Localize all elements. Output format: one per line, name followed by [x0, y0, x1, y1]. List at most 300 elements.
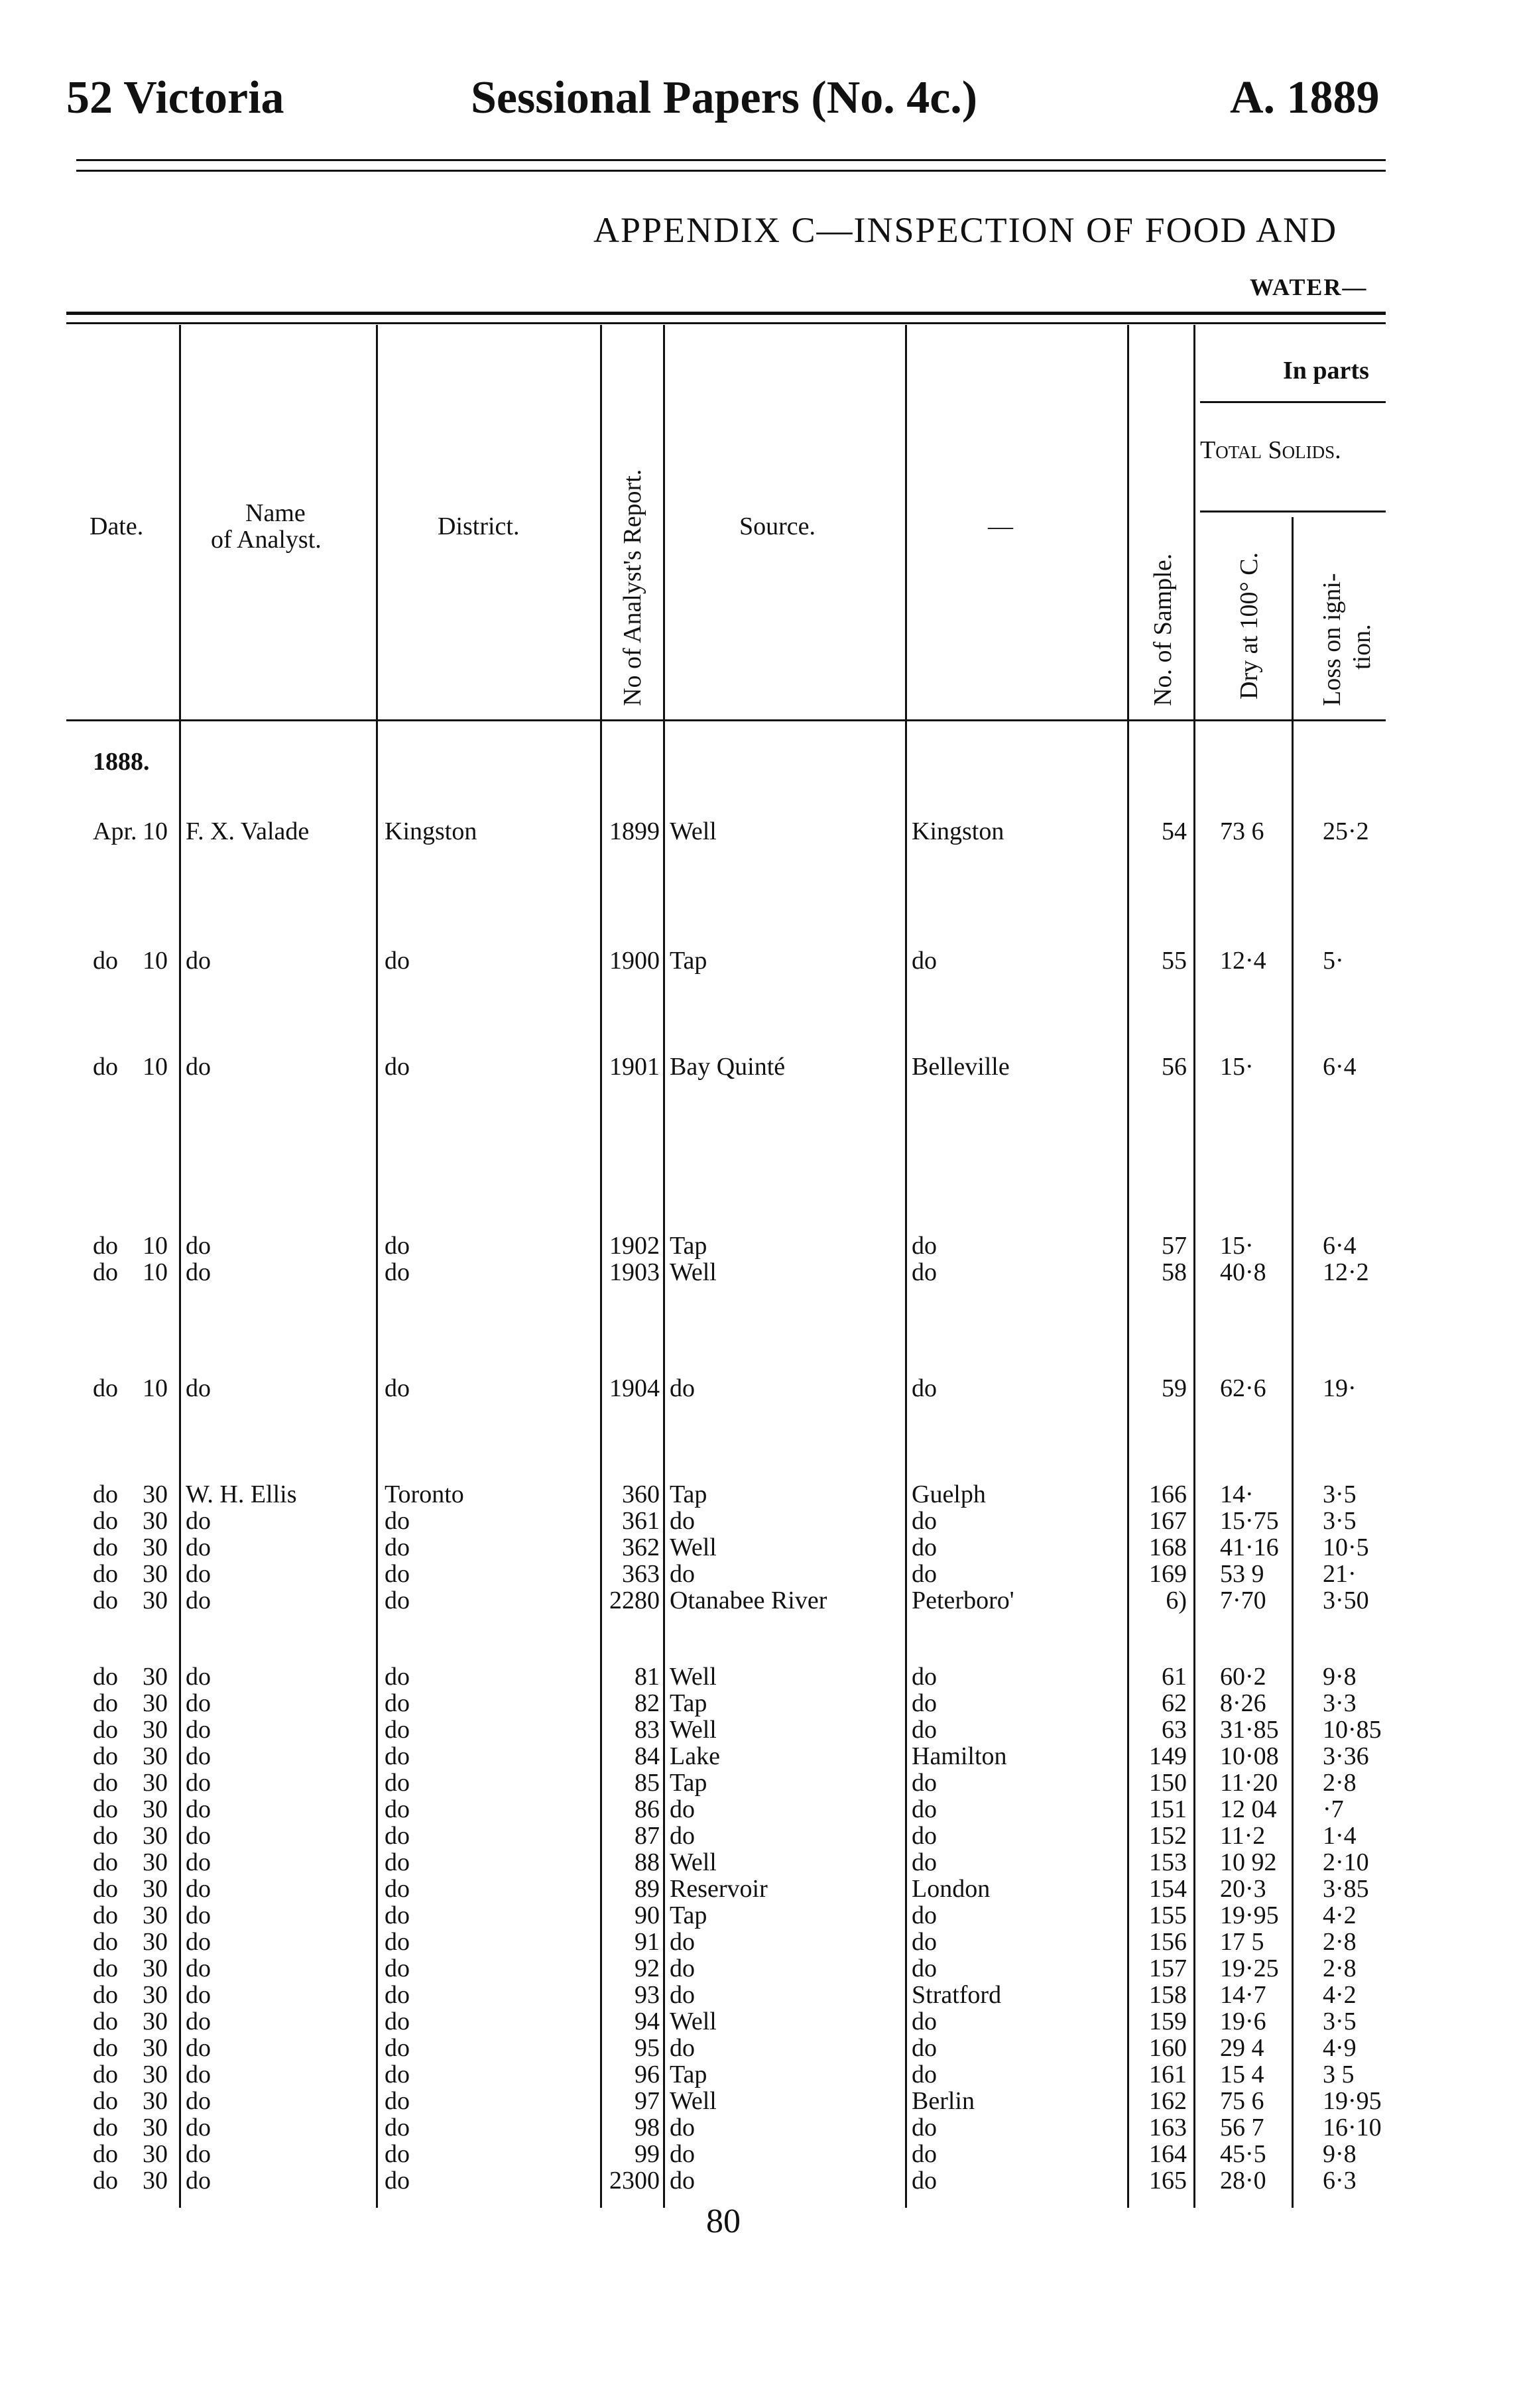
cell-source: Reservoir: [670, 1875, 768, 1903]
cell-loss: 19·95: [1323, 2087, 1382, 2115]
cell-source: do: [670, 1374, 695, 1402]
cell-loss: 6·3: [1323, 2167, 1357, 2195]
cell-sample-no: 159: [1149, 2008, 1187, 2035]
cell-report-no: 1899: [609, 817, 660, 845]
cell-sample-no: 156: [1149, 1928, 1187, 1956]
cell-dry: 12·4: [1220, 947, 1266, 975]
cell-day: 30: [143, 1663, 168, 1691]
cell-district: do: [385, 1587, 410, 1614]
appendix-title: APPENDIX C—INSPECTION OF FOOD AND: [593, 210, 1338, 250]
cell-month: do: [93, 1258, 118, 1286]
cell-month: do: [93, 1901, 118, 1929]
cell-dry: 10·08: [1220, 1742, 1279, 1770]
cell-analyst: do: [186, 1232, 211, 1260]
cell-analyst: do: [186, 947, 211, 975]
cell-month: do: [93, 1232, 118, 1260]
cell-source: Well: [670, 2008, 717, 2035]
cell-month: do: [93, 2114, 118, 2141]
cell-report-no: 97: [635, 2087, 660, 2115]
cell-source: Tap: [670, 1480, 707, 1508]
cell-district: Kingston: [385, 817, 477, 845]
cell-dry: 14·7: [1220, 1981, 1266, 2009]
cell-day: 10: [143, 1258, 168, 1286]
col-rule-district: [600, 325, 602, 2208]
cell-day: 30: [143, 2114, 168, 2141]
cell-location: do: [912, 1232, 937, 1260]
cell-day: 30: [143, 1875, 168, 1903]
cell-source: do: [670, 1955, 695, 1982]
cell-report-no: 82: [635, 1689, 660, 1717]
cell-month: do: [93, 2140, 118, 2168]
cell-analyst: W. H. Ellis: [186, 1480, 297, 1508]
col-header-total-solids: Total Solids.: [1200, 436, 1341, 464]
cell-loss: 6·4: [1323, 1053, 1357, 1081]
col-header-in-parts: In parts: [1283, 357, 1369, 385]
cell-district: do: [385, 1875, 410, 1903]
cell-district: do: [385, 1053, 410, 1081]
cell-month: do: [93, 2087, 118, 2115]
cell-district: do: [385, 1534, 410, 1561]
cell-loss: 9·8: [1323, 1663, 1357, 1691]
cell-report-no: 83: [635, 1716, 660, 1744]
cell-day: 10: [143, 947, 168, 975]
header-rule-2: [76, 170, 1386, 172]
cell-report-no: 85: [635, 1769, 660, 1797]
cell-district: do: [385, 1716, 410, 1744]
cell-dry: 14·: [1220, 1480, 1254, 1508]
cell-sample-no: 55: [1162, 947, 1187, 975]
cell-report-no: 1902: [609, 1232, 660, 1260]
cell-sample-no: 167: [1149, 1507, 1187, 1535]
cell-location: do: [912, 2034, 937, 2062]
cell-day: 30: [143, 1848, 168, 1876]
cell-loss: 2·8: [1323, 1769, 1357, 1797]
cell-loss: 21·: [1323, 1560, 1357, 1588]
cell-day: 30: [143, 1742, 168, 1770]
cell-loss: 4·9: [1323, 2034, 1357, 2062]
col-header-loss-2: tion.: [1348, 624, 1376, 670]
cell-month: do: [93, 1587, 118, 1614]
cell-district: do: [385, 1742, 410, 1770]
cell-day: 30: [143, 2087, 168, 2115]
col-rule-date: [179, 325, 181, 2208]
cell-analyst: do: [186, 2087, 211, 2115]
cell-day: 30: [143, 1716, 168, 1744]
cell-month: do: [93, 1875, 118, 1903]
cell-day: 30: [143, 2167, 168, 2195]
cell-loss: 3 5: [1323, 2061, 1355, 2088]
cell-district: do: [385, 1232, 410, 1260]
cell-dry: 62·6: [1220, 1374, 1266, 1402]
cell-district: do: [385, 2167, 410, 2195]
cell-report-no: 1901: [609, 1053, 660, 1081]
cell-sample-no: 161: [1149, 2061, 1187, 2088]
cell-location: Guelph: [912, 1480, 986, 1508]
cell-source: Well: [670, 1663, 717, 1691]
cell-location: do: [912, 1560, 937, 1588]
header-rule-1: [76, 159, 1386, 161]
cell-dry: 20·3: [1220, 1875, 1266, 1903]
cell-location: London: [912, 1875, 991, 1903]
cell-source: do: [670, 2034, 695, 2062]
cell-loss: 3·85: [1323, 1875, 1369, 1903]
cell-loss: 12·2: [1323, 1258, 1369, 1286]
cell-day: 30: [143, 2061, 168, 2088]
cell-analyst: do: [186, 2114, 211, 2141]
cell-district: do: [385, 2087, 410, 2115]
cell-dry: 19·6: [1220, 2008, 1266, 2035]
cell-day: 30: [143, 2008, 168, 2035]
cell-loss: 19·: [1323, 1374, 1357, 1402]
cell-location: Stratford: [912, 1981, 1002, 2009]
cell-loss: 2·10: [1323, 1848, 1369, 1876]
cell-loss: 16·10: [1323, 2114, 1382, 2141]
cell-dry: 15 4: [1220, 2061, 1264, 2088]
cell-analyst: do: [186, 1689, 211, 1717]
cell-district: do: [385, 1822, 410, 1850]
cell-day: 30: [143, 1901, 168, 1929]
cell-report-no: 361: [622, 1507, 660, 1535]
cell-analyst: F. X. Valade: [186, 817, 310, 845]
cell-district: do: [385, 947, 410, 975]
cell-source: Well: [670, 817, 717, 845]
cell-report-no: 86: [635, 1795, 660, 1823]
cell-sample-no: 162: [1149, 2087, 1187, 2115]
cell-location: Berlin: [912, 2087, 975, 2115]
cell-loss: 3·5: [1323, 2008, 1357, 2035]
cell-sample-no: 154: [1149, 1875, 1187, 1903]
cell-sample-no: 168: [1149, 1534, 1187, 1561]
cell-day: 30: [143, 1507, 168, 1535]
cell-report-no: 84: [635, 1742, 660, 1770]
cell-sample-no: 165: [1149, 2167, 1187, 2195]
cell-report-no: 96: [635, 2061, 660, 2088]
cell-report-no: 98: [635, 2114, 660, 2141]
header-bottom-rule: [66, 719, 1386, 721]
cell-loss: ·7: [1323, 1795, 1344, 1823]
col-rule-dry: [1292, 517, 1294, 2208]
cell-analyst: do: [186, 2167, 211, 2195]
cell-dry: 45·5: [1220, 2140, 1266, 2168]
cell-report-no: 99: [635, 2140, 660, 2168]
cell-analyst: do: [186, 1053, 211, 1081]
cell-loss: 4·2: [1323, 1901, 1357, 1929]
cell-sample-no: 54: [1162, 817, 1187, 845]
cell-analyst: do: [186, 1901, 211, 1929]
cell-sample-no: 164: [1149, 2140, 1187, 2168]
cell-day: 30: [143, 1822, 168, 1850]
cell-location: do: [912, 2114, 937, 2141]
cell-day: 30: [143, 1480, 168, 1508]
cell-report-no: 363: [622, 1560, 660, 1588]
col-header-sample: No. of Sample.: [1149, 553, 1177, 706]
cell-month: do: [93, 1848, 118, 1876]
running-header-right: A. 1889: [1230, 72, 1380, 123]
cell-dry: 19·25: [1220, 1955, 1279, 1982]
cell-sample-no: 151: [1149, 1795, 1187, 1823]
cell-month: do: [93, 1480, 118, 1508]
cell-loss: 25·2: [1323, 817, 1369, 845]
cell-source: do: [670, 1928, 695, 1956]
cell-analyst: do: [186, 2008, 211, 2035]
cell-day: 10: [143, 1374, 168, 1402]
cell-source: Tap: [670, 1769, 707, 1797]
cell-dry: 40·8: [1220, 1258, 1266, 1286]
cell-day: 30: [143, 1928, 168, 1956]
cell-district: do: [385, 1507, 410, 1535]
cell-source: Bay Quinté: [670, 1053, 786, 1081]
cell-district: do: [385, 1560, 410, 1588]
cell-sample-no: 152: [1149, 1822, 1187, 1850]
cell-source: Well: [670, 1258, 717, 1286]
cell-location: Peterboro': [912, 1587, 1014, 1614]
cell-district: do: [385, 1258, 410, 1286]
cell-report-no: 92: [635, 1955, 660, 1982]
cell-report-no: 88: [635, 1848, 660, 1876]
page-number: 80: [706, 2202, 741, 2240]
cell-source: Tap: [670, 947, 707, 975]
cell-district: do: [385, 1848, 410, 1876]
cell-analyst: do: [186, 1507, 211, 1535]
cell-sample-no: 149: [1149, 1742, 1187, 1770]
cell-location: do: [912, 1848, 937, 1876]
cell-analyst: do: [186, 1742, 211, 1770]
cell-month: do: [93, 1374, 118, 1402]
cell-analyst: do: [186, 1875, 211, 1903]
running-header-left: 52 Victoria: [66, 72, 284, 123]
cell-sample-no: 157: [1149, 1955, 1187, 1982]
cell-source: do: [670, 2114, 695, 2141]
cell-sample-no: 166: [1149, 1480, 1187, 1508]
cell-location: do: [912, 1716, 937, 1744]
col-header-date: Date.: [90, 512, 144, 540]
cell-district: do: [385, 2140, 410, 2168]
cell-dry: 7·70: [1220, 1587, 1266, 1614]
cell-month: do: [93, 2167, 118, 2195]
cell-report-no: 1904: [609, 1374, 660, 1402]
cell-analyst: do: [186, 1955, 211, 1982]
cell-month: do: [93, 1955, 118, 1982]
cell-location: do: [912, 2140, 937, 2168]
cell-source: do: [670, 1981, 695, 2009]
cell-source: Well: [670, 1848, 717, 1876]
col-header-analyst-2: of Analyst.: [211, 526, 322, 554]
cell-month: do: [93, 1507, 118, 1535]
cell-location: do: [912, 1928, 937, 1956]
col-rule-location: [1127, 325, 1129, 2208]
cell-month: do: [93, 1689, 118, 1717]
cell-source: Tap: [670, 1901, 707, 1929]
cell-day: 10: [143, 817, 168, 845]
cell-day: 30: [143, 1769, 168, 1797]
cell-source: do: [670, 1507, 695, 1535]
cell-analyst: do: [186, 1258, 211, 1286]
cell-analyst: do: [186, 1981, 211, 2009]
cell-dry: 15·: [1220, 1053, 1254, 1081]
cell-district: do: [385, 2061, 410, 2088]
cell-district: do: [385, 2008, 410, 2035]
cell-dry: 11·20: [1220, 1769, 1278, 1797]
cell-district: do: [385, 1663, 410, 1691]
cell-analyst: do: [186, 1560, 211, 1588]
cell-report-no: 1903: [609, 1258, 660, 1286]
cell-dry: 12 04: [1220, 1795, 1277, 1823]
cell-sample-no: 153: [1149, 1848, 1187, 1876]
cell-report-no: 360: [622, 1480, 660, 1508]
cell-location: do: [912, 1822, 937, 1850]
cell-dry: 31·85: [1220, 1716, 1279, 1744]
cell-source: Well: [670, 1534, 717, 1561]
cell-sample-no: 57: [1162, 1232, 1187, 1260]
cell-analyst: do: [186, 1587, 211, 1614]
cell-report-no: 89: [635, 1875, 660, 1903]
cell-report-no: 1900: [609, 947, 660, 975]
in-parts-rule: [1200, 401, 1386, 403]
cell-district: do: [385, 1901, 410, 1929]
cell-loss: 6·4: [1323, 1232, 1357, 1260]
cell-loss: 3·5: [1323, 1507, 1357, 1535]
cell-location: do: [912, 2061, 937, 2088]
cell-location: do: [912, 1769, 937, 1797]
cell-analyst: do: [186, 2061, 211, 2088]
cell-district: do: [385, 1955, 410, 1982]
cell-dry: 29 4: [1220, 2034, 1264, 2062]
cell-source: do: [670, 2140, 695, 2168]
cell-analyst: do: [186, 2140, 211, 2168]
cell-source: Well: [670, 1716, 717, 1744]
cell-month: do: [93, 2008, 118, 2035]
cell-month: do: [93, 1769, 118, 1797]
cell-loss: 1·4: [1323, 1822, 1357, 1850]
cell-location: do: [912, 1258, 937, 1286]
col-header-dry: Dry at 100° C.: [1235, 552, 1263, 699]
cell-district: do: [385, 1981, 410, 2009]
cell-month: do: [93, 1053, 118, 1081]
cell-dry: 56 7: [1220, 2114, 1264, 2141]
total-solids-rule: [1200, 511, 1386, 512]
cell-sample-no: 62: [1162, 1689, 1187, 1717]
col-header-analyst-1: Name: [245, 499, 306, 527]
cell-analyst: do: [186, 1663, 211, 1691]
cell-month: do: [93, 1928, 118, 1956]
cell-location: do: [912, 1955, 937, 1982]
cell-loss: 9·8: [1323, 2140, 1357, 2168]
cell-source: do: [670, 1795, 695, 1823]
cell-analyst: do: [186, 2034, 211, 2062]
col-header-dash: —: [988, 512, 1013, 540]
cell-location: Belleville: [912, 1053, 1010, 1081]
cell-month: do: [93, 2061, 118, 2088]
cell-day: 30: [143, 1981, 168, 2009]
cell-sample-no: 150: [1149, 1769, 1187, 1797]
cell-location: do: [912, 1663, 937, 1691]
cell-loss: 3·5: [1323, 1480, 1357, 1508]
cell-location: Hamilton: [912, 1742, 1007, 1770]
cell-dry: 73 6: [1220, 817, 1264, 845]
cell-loss: 3·3: [1323, 1689, 1357, 1717]
cell-district: do: [385, 2114, 410, 2141]
cell-month: do: [93, 1981, 118, 2009]
col-header-loss-1: Loss on igni-: [1318, 573, 1346, 706]
cell-dry: 10 92: [1220, 1848, 1277, 1876]
cell-dry: 60·2: [1220, 1663, 1266, 1691]
cell-location: do: [912, 1534, 937, 1561]
cell-source: Otanabee River: [670, 1587, 827, 1614]
cell-sample-no: 56: [1162, 1053, 1187, 1081]
col-rule-source: [905, 325, 907, 2208]
cell-loss: 2·8: [1323, 1955, 1357, 1982]
cell-report-no: 362: [622, 1534, 660, 1561]
cell-location: do: [912, 1689, 937, 1717]
cell-dry: 53 9: [1220, 1560, 1264, 1588]
cell-dry: 28·0: [1220, 2167, 1266, 2195]
cell-report-no: 2280: [609, 1587, 660, 1614]
cell-sample-no: 158: [1149, 1981, 1187, 2009]
cell-day: 30: [143, 1587, 168, 1614]
table-top-rule-2: [66, 322, 1386, 324]
cell-report-no: 94: [635, 2008, 660, 2035]
cell-sample-no: 163: [1149, 2114, 1187, 2141]
cell-location: do: [912, 1901, 937, 1929]
cell-report-no: 2300: [609, 2167, 660, 2195]
cell-sample-no: 6): [1166, 1587, 1187, 1614]
running-header-center: Sessional Papers (No. 4c.): [471, 72, 978, 123]
cell-district: do: [385, 1928, 410, 1956]
cell-source: Tap: [670, 1689, 707, 1717]
cell-loss: 3·50: [1323, 1587, 1369, 1614]
cell-location: do: [912, 1507, 937, 1535]
col-header-district: District.: [438, 512, 520, 540]
cell-location: do: [912, 2167, 937, 2195]
cell-month: do: [93, 1742, 118, 1770]
cell-source: do: [670, 1560, 695, 1588]
col-header-report: No of Analyst's Report.: [619, 469, 646, 706]
cell-month: Apr.: [93, 817, 137, 845]
cell-analyst: do: [186, 1716, 211, 1744]
col-header-source: Source.: [739, 512, 816, 540]
cell-sample-no: 59: [1162, 1374, 1187, 1402]
cell-analyst: do: [186, 1928, 211, 1956]
cell-dry: 17 5: [1220, 1928, 1264, 1956]
cell-loss: 5·: [1323, 947, 1344, 975]
cell-month: do: [93, 1795, 118, 1823]
cell-loss: 10·5: [1323, 1534, 1369, 1561]
cell-day: 30: [143, 1534, 168, 1561]
cell-district: do: [385, 1795, 410, 1823]
cell-loss: 3·36: [1323, 1742, 1369, 1770]
cell-report-no: 90: [635, 1901, 660, 1929]
cell-source: Lake: [670, 1742, 720, 1770]
cell-district: do: [385, 1689, 410, 1717]
cell-dry: 15·75: [1220, 1507, 1279, 1535]
cell-sample-no: 169: [1149, 1560, 1187, 1588]
cell-report-no: 87: [635, 1822, 660, 1850]
cell-report-no: 95: [635, 2034, 660, 2062]
cell-day: 30: [143, 1955, 168, 1982]
year-label: 1888.: [93, 748, 150, 776]
cell-source: Tap: [670, 2061, 707, 2088]
cell-sample-no: 61: [1162, 1663, 1187, 1691]
cell-district: do: [385, 2034, 410, 2062]
table-top-rule-1: [66, 312, 1386, 315]
cell-report-no: 81: [635, 1663, 660, 1691]
col-rule-report: [663, 325, 665, 2208]
cell-report-no: 91: [635, 1928, 660, 1956]
cell-sample-no: 58: [1162, 1258, 1187, 1286]
cell-day: 10: [143, 1053, 168, 1081]
cell-analyst: do: [186, 1374, 211, 1402]
cell-month: do: [93, 2034, 118, 2062]
